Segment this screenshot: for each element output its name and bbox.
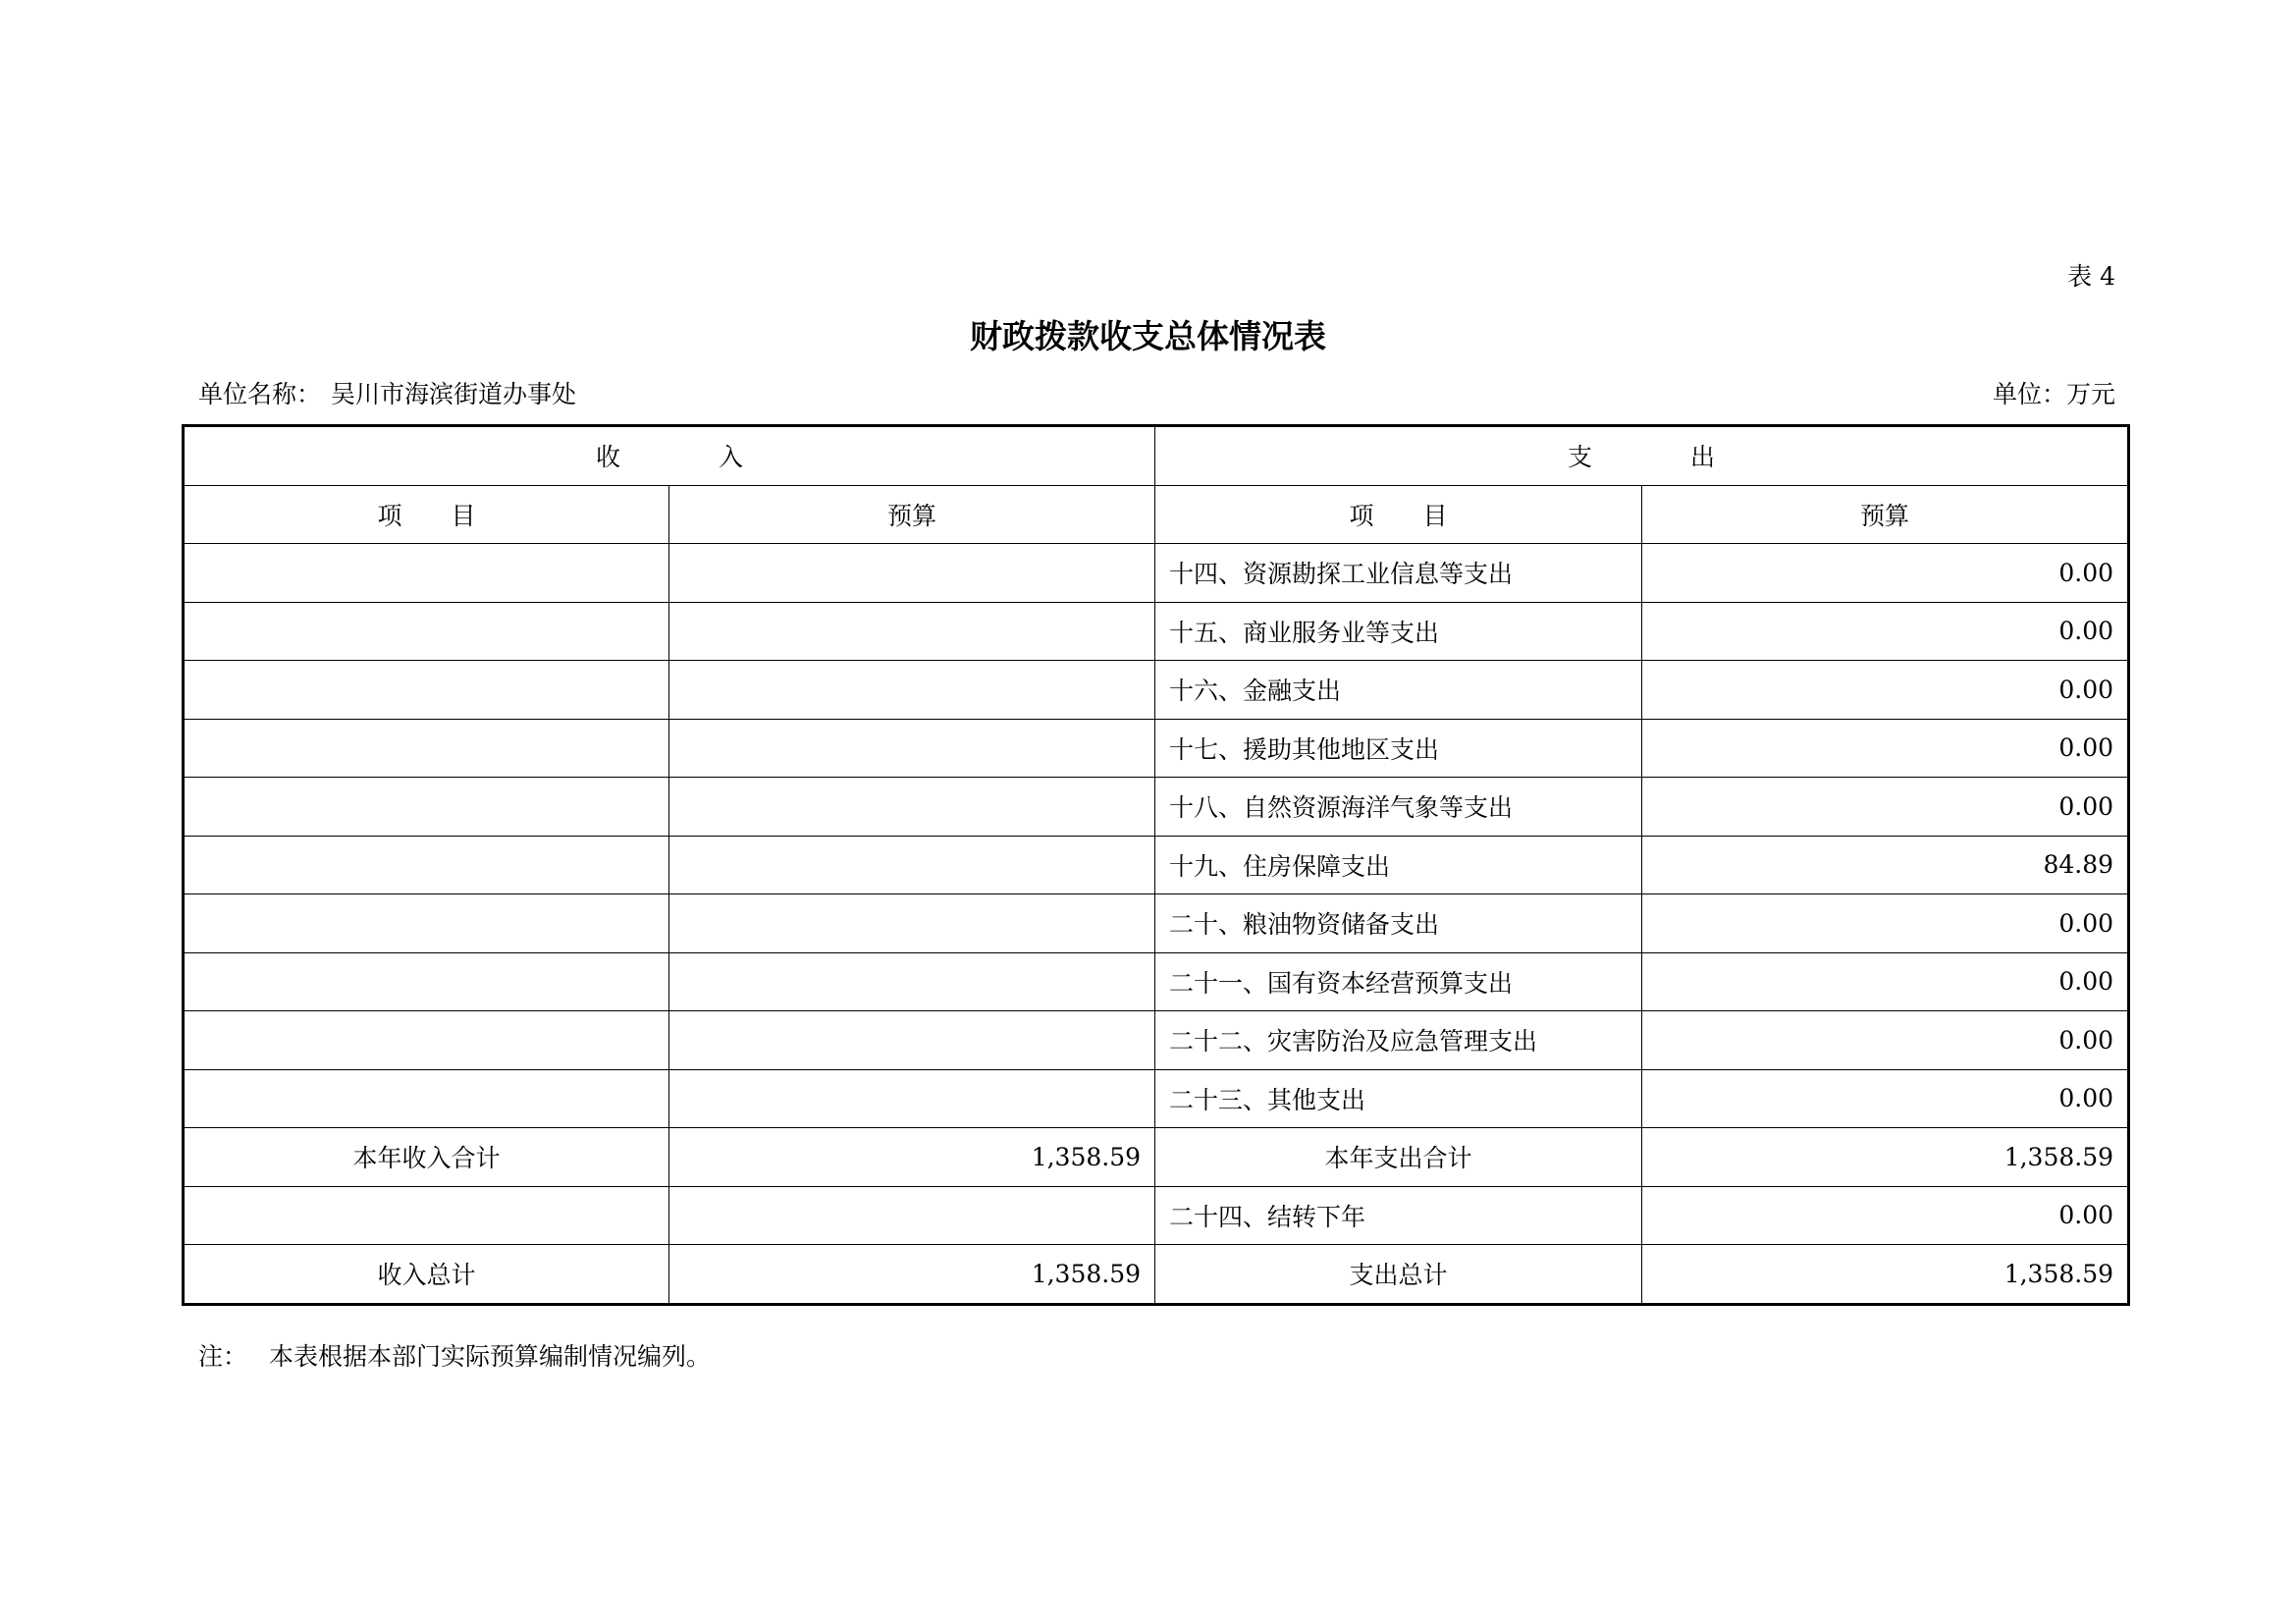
income-budget-cell [669,661,1155,720]
unit-name: 吴川市海滨街道办事处 [331,380,577,408]
expense-total-value: 1,358.59 [1642,1245,2129,1305]
unit-name-line [198,375,576,414]
budget-table [182,424,2130,1306]
table-row [184,602,2129,661]
income-subtotal-value: 1,358.59 [669,1128,1155,1187]
expense-budget-cell: 0.00 [1642,894,2129,953]
unit-name-label: 单位名称： [198,380,322,408]
income-budget-cell [669,719,1155,778]
subtotal-row [184,1128,2129,1187]
table-row [184,719,2129,778]
income-total-value: 1,358.59 [669,1245,1155,1305]
table-number: 表 4 [2067,262,2115,291]
expense-item-header: 项 目 [1155,485,1642,544]
expense-item-cell: 二十三、其他支出 [1155,1069,1642,1128]
table-row [184,1069,2129,1128]
expense-budget-cell: 0.00 [1642,661,2129,720]
expense-item-cell: 十七、援助其他地区支出 [1155,719,1642,778]
income-item-cell [184,952,669,1011]
income-budget-cell [669,1011,1155,1070]
column-header-row [184,485,2129,544]
expense-item-cell: 十五、商业服务业等支出 [1155,602,1642,661]
income-budget-cell [669,894,1155,953]
footnote-text: 本表根据本部门实际预算编制情况编列。 [269,1342,712,1371]
table-row [184,1011,2129,1070]
income-item-cell [184,778,669,837]
table-row [184,778,2129,837]
expense-budget-cell: 0.00 [1642,602,2129,661]
expense-item-cell: 十八、自然资源海洋气象等支出 [1155,778,1642,837]
expense-item-cell: 二十、粮油物资储备支出 [1155,894,1642,953]
income-budget-cell [669,952,1155,1011]
expense-item-cell: 二十二、灾害防治及应急管理支出 [1155,1011,1642,1070]
expense-total-label: 支出总计 [1155,1245,1642,1305]
income-item-cell [184,602,669,661]
grand-total-row [184,1245,2129,1305]
income-budget-cell [669,602,1155,661]
expense-budget-cell: 0.00 [1642,1069,2129,1128]
income-item-cell [184,544,669,603]
expense-budget-cell: 84.89 [1642,836,2129,894]
table-row [184,661,2129,720]
income-item-cell [184,836,669,894]
income-budget-cell [669,1186,1155,1245]
income-budget-cell [669,544,1155,603]
currency-unit: 单位：万元 [1992,380,2115,408]
expense-item-cell: 二十一、国有资本经营预算支出 [1155,952,1642,1011]
income-item-cell [184,1186,669,1245]
expense-item-cell: 二十四、结转下年 [1155,1186,1642,1245]
expense-budget-cell: 0.00 [1642,1011,2129,1070]
income-item-cell [184,719,669,778]
expense-subtotal-label: 本年支出合计 [1155,1128,1642,1187]
income-item-cell [184,661,669,720]
footnote [198,1337,711,1377]
income-budget-cell [669,778,1155,837]
expense-item-cell: 十四、资源勘探工业信息等支出 [1155,544,1642,603]
expense-budget-cell: 0.00 [1642,719,2129,778]
expense-section-header: 支 出 [1155,426,2129,486]
income-section-header: 收 入 [184,426,1155,486]
expense-subtotal-value: 1,358.59 [1642,1128,2129,1187]
expense-item-cell: 十六、金融支出 [1155,661,1642,720]
table-row [184,952,2129,1011]
income-item-header: 项 目 [184,485,669,544]
footnote-label: 注： [198,1342,248,1371]
table-row [184,836,2129,894]
expense-budget-cell: 0.00 [1642,952,2129,1011]
table-row [184,894,2129,953]
expense-budget-cell: 0.00 [1642,544,2129,603]
income-budget-cell [669,836,1155,894]
section-header-row [184,426,2129,486]
income-total-label: 收入总计 [184,1245,669,1305]
table-row [184,1186,2129,1245]
expense-budget-cell: 0.00 [1642,1186,2129,1245]
income-item-cell [184,1069,669,1128]
document-title: 财政拨款收支总体情况表 [970,317,1326,355]
table-row [184,544,2129,603]
expense-item-cell: 十九、住房保障支出 [1155,836,1642,894]
income-item-cell [184,1011,669,1070]
expense-budget-cell: 0.00 [1642,778,2129,837]
expense-budget-header: 预算 [1642,485,2129,544]
income-item-cell [184,894,669,953]
income-budget-header: 预算 [669,485,1155,544]
income-subtotal-label: 本年收入合计 [184,1128,669,1187]
income-budget-cell [669,1069,1155,1128]
